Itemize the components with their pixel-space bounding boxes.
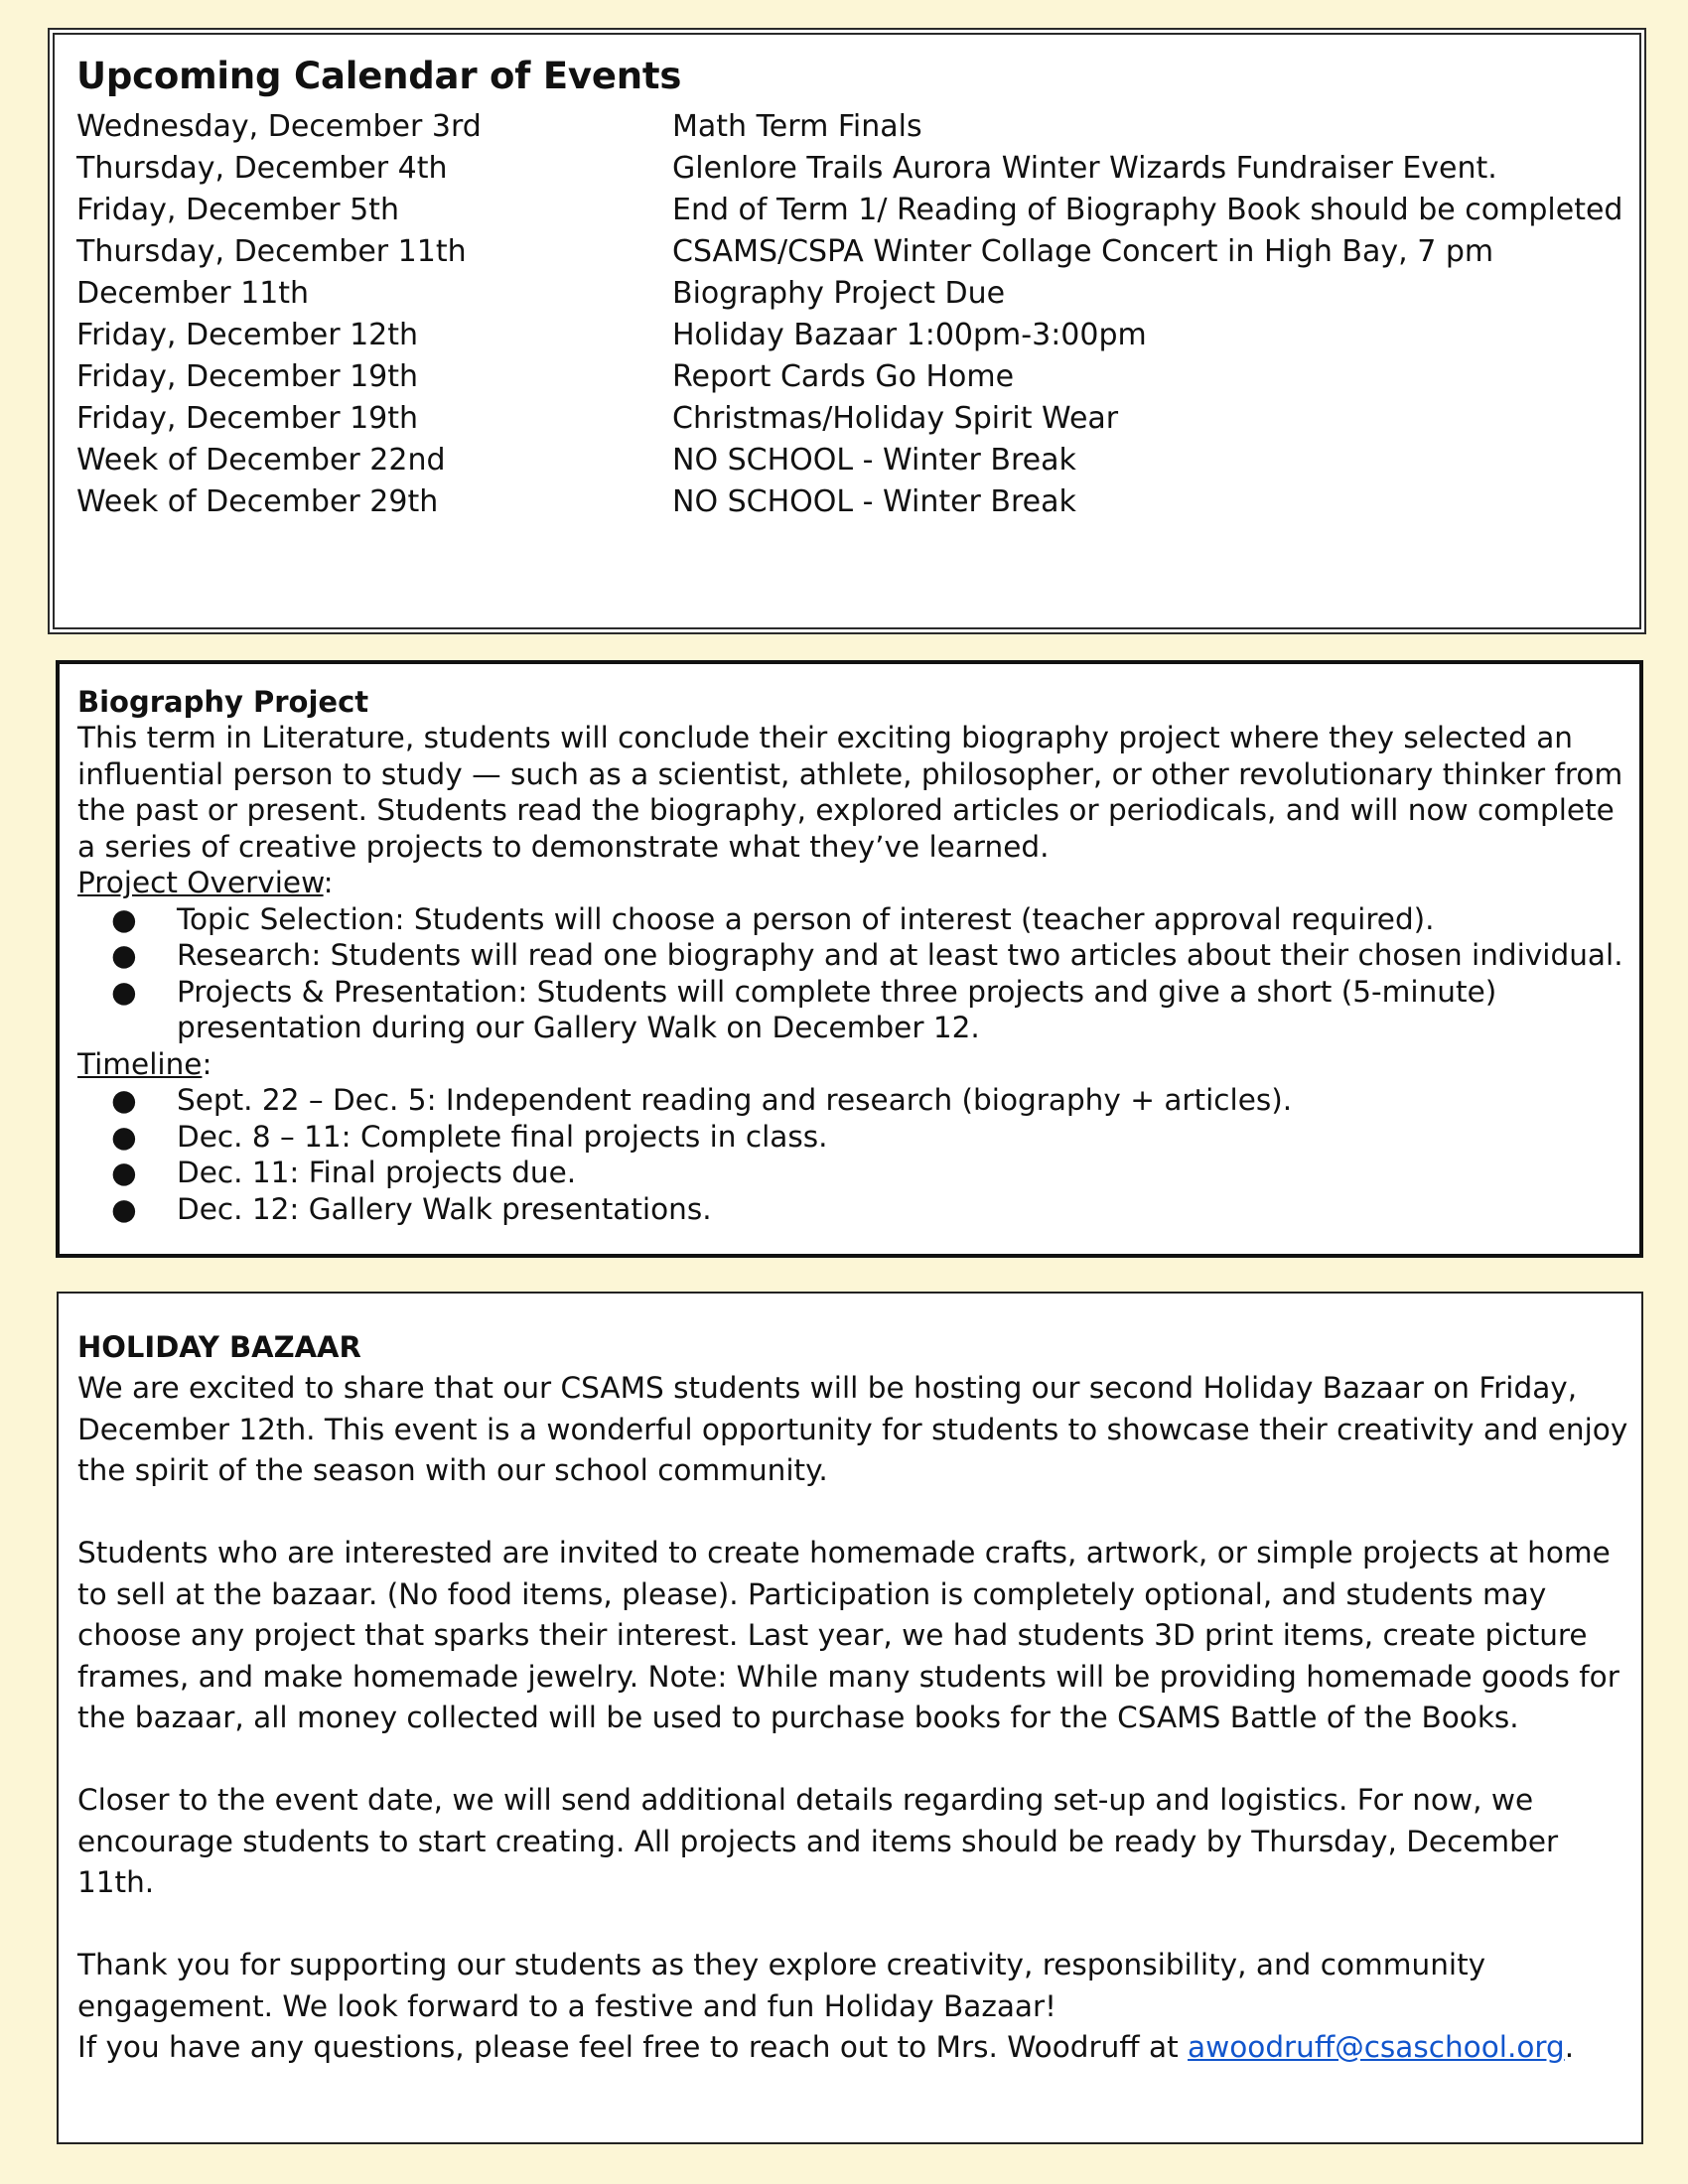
- event-description: Biography Project Due: [672, 275, 1006, 311]
- list-item: ● Sept. 22 – Dec. 5: Independent reading and research (biography + articles).: [111, 1083, 1293, 1117]
- event-description: Holiday Bazaar 1:00pm-3:00pm: [672, 317, 1147, 352]
- event-description: Glenlore Trails Aurora Winter Wizards Fundraiser Event.: [672, 150, 1497, 186]
- event-date: Friday, December 19th: [76, 400, 419, 436]
- list-item: ● Research: Students will read one biography and at least two articles about their chosen individual.: [111, 938, 1623, 972]
- biography-heading: Biography Project: [77, 685, 369, 719]
- bullet-icon: ●: [111, 901, 137, 936]
- bullet-icon: ●: [111, 938, 137, 972]
- event-date: Friday, December 12th: [76, 317, 419, 352]
- calendar-list: [76, 105, 1625, 522]
- overview-list: [77, 901, 1639, 1046]
- calendar-row: [76, 314, 1625, 355]
- list-item: ● Dec. 11: Final projects due.: [111, 1156, 577, 1189]
- bullet-icon: ●: [111, 1083, 137, 1117]
- email-link[interactable]: awoodruff@csaschool.org: [1188, 2030, 1565, 2064]
- biography-section: [56, 660, 1643, 1258]
- calendar-row: [76, 189, 1625, 230]
- event-date: Thursday, December 11th: [76, 233, 467, 269]
- event-description: Math Term Finals: [672, 108, 922, 144]
- bazaar-paragraph-4: Thank you for supporting our students as they explore creativity, responsibility, and community engagement. We look forward to a festive and fun Holiday Bazaar!: [77, 1948, 1486, 2023]
- list-item: ● Dec. 8 – 11: Complete final projects in class.: [111, 1119, 828, 1154]
- biography-intro: This term in Literature, students will conclude their exciting biography project where they selected an influential person to study — such as a scientist, athlete, philosopher, or other revolutionary thinker from the past or present. Students read the biography, explored articles or periodicals, and will now complete a series of creative projects to demonstrate what they’ve learned.: [77, 721, 1623, 864]
- calendar-row: [76, 480, 1625, 522]
- calendar-row: [76, 230, 1625, 272]
- bullet-icon: ●: [111, 1156, 137, 1189]
- holiday-bazaar-section: [57, 1292, 1643, 2144]
- event-description: Christmas/Holiday Spirit Wear: [672, 400, 1119, 436]
- bazaar-paragraph-3: Closer to the event date, we will send additional details regarding set-up and logistics. For now, we encourage students to start creating. All projects and items should be ready by Thursday, December 11th.: [77, 1783, 1559, 1899]
- bazaar-paragraph-2: Students who are interested are invited to create homemade crafts, artwork, or simple projects at home to sell at the bazaar. (No food items, please). Participation is completely optional, and students may choose any project that sparks their interest. Last year, we had students 3D print items, create picture frames, and make homemade jewelry. Note: While many students will be providing homemade goods for the bazaar, all money collected will be used to purchase books for the CSAMS Battle of the Books.: [77, 1536, 1619, 1734]
- calendar-row: [76, 272, 1625, 314]
- event-date: Week of December 22nd: [76, 442, 446, 478]
- event-description: CSAMS/CSPA Winter Collage Concert in High Bay, 7 pm: [672, 233, 1494, 269]
- event-description: NO SCHOOL - Winter Break: [672, 442, 1076, 478]
- timeline-list: [77, 1082, 1639, 1227]
- calendar-row: [76, 439, 1625, 480]
- event-date: Thursday, December 4th: [76, 150, 448, 186]
- calendar-section: [53, 33, 1641, 629]
- timeline-label: Timeline:: [77, 1046, 212, 1081]
- list-item: ● Topic Selection: Students will choose a person of interest (teacher approval required).: [111, 901, 1435, 936]
- bazaar-paragraph-1: We are excited to share that our CSAMS students will be hosting our second Holiday Bazaar on Friday, December 12th. This event is a wonderful opportunity for students to showcase their creativity and enjoy the spirit of the season with our school community.: [77, 1371, 1628, 1487]
- calendar-title: Upcoming Calendar of Events: [76, 55, 682, 97]
- bullet-icon: ●: [111, 974, 137, 1009]
- calendar-row: [76, 397, 1625, 439]
- bazaar-heading: HOLIDAY BAZAAR: [77, 1330, 361, 1364]
- calendar-row: [76, 105, 1625, 147]
- event-date: Friday, December 5th: [76, 192, 399, 227]
- event-date: Friday, December 19th: [76, 358, 419, 394]
- list-item: ● Dec. 12: Gallery Walk presentations.: [111, 1191, 712, 1226]
- calendar-row: [76, 355, 1625, 397]
- bullet-icon: ●: [111, 1191, 137, 1226]
- overview-label: Project Overview:: [77, 866, 334, 899]
- event-description: End of Term 1/ Reading of Biography Book should be completed: [672, 192, 1623, 227]
- event-date: December 11th: [76, 275, 310, 311]
- event-date: Wednesday, December 3rd: [76, 108, 482, 144]
- list-item: ● Projects & Presentation: Students will complete three projects and give a short (5-minute) presentation during our Gallery Walk on December 12.: [111, 974, 1497, 1044]
- event-description: NO SCHOOL - Winter Break: [672, 483, 1076, 519]
- event-date: Week of December 29th: [76, 483, 439, 519]
- event-description: Report Cards Go Home: [672, 358, 1015, 394]
- calendar-row: [76, 147, 1625, 189]
- bazaar-contact: If you have any questions, please feel free to reach out to Mrs. Woodruff at awoodruff@csaschool.org.: [77, 2030, 1575, 2064]
- bullet-icon: ●: [111, 1119, 137, 1154]
